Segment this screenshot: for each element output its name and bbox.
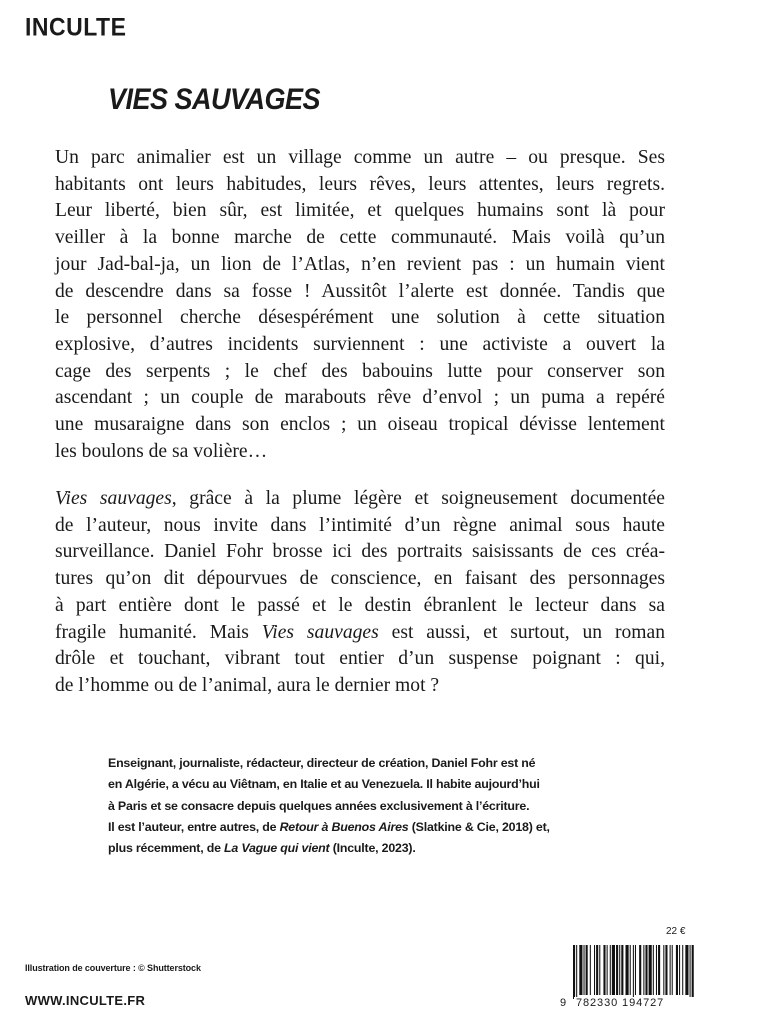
- text-line: de descendre dans sa fosse ! Aussitôt l’alerte est donnée. Tandis que: [55, 280, 665, 302]
- barcode-bar: [594, 945, 595, 995]
- text-segment: , grâce à la plume légère et soigneusement documentée: [171, 488, 665, 509]
- isbn-digits: 782330 194727: [574, 997, 726, 1009]
- barcode-icon: [559, 943, 733, 999]
- barcode-bar: [619, 945, 620, 995]
- website-link[interactable]: WWW.INCULTE.FR: [25, 993, 146, 1008]
- text-line: tures qu’on dit dépourvues de conscience, en faisant des personnages: [55, 568, 665, 590]
- barcode-bar: [607, 945, 608, 995]
- text-line: [55, 486, 665, 513]
- barcode-bar: [692, 945, 694, 999]
- barcode-bar: [685, 945, 688, 995]
- text-line: veiller à la bonne marche de cette communauté. Mais voilà qu’un: [55, 227, 665, 249]
- text-segment: (Slatkine & Cie, 2018) et,: [408, 819, 550, 834]
- bio-line: à Paris et se consacre depuis quelques années exclusivement à l’écriture.: [108, 798, 530, 813]
- barcode-bar: [603, 945, 605, 995]
- bio-line: [108, 838, 568, 859]
- book-title-italic: La Vague qui vient: [224, 841, 330, 856]
- synopsis-paragraph-1: [55, 145, 665, 465]
- book-title-italic: Vies sauvages: [55, 488, 172, 509]
- barcode-bar: [633, 945, 634, 999]
- barcode-bar: [645, 945, 647, 995]
- barcode-bar: [656, 945, 657, 995]
- barcode-bar: [610, 945, 611, 995]
- text-line: de l’homme ou de l’animal, aura le dernier mot ?: [55, 674, 440, 696]
- barcode-bar: [658, 945, 660, 995]
- barcode-bar: [584, 945, 585, 995]
- barcode-bar: [579, 945, 582, 995]
- text-segment: plus récemment, de: [108, 841, 225, 856]
- barcode-bar: [630, 945, 631, 995]
- barcode-bar: [616, 945, 618, 995]
- text-line: [55, 620, 665, 647]
- text-line: à part entière dont le passé et le destin ébranlent le lecteur dans sa: [55, 594, 665, 616]
- text-line: Un parc animalier est un village comme un autre – ou presque. Ses: [55, 147, 665, 168]
- book-title: VIES SAUVAGES: [108, 82, 321, 116]
- text-segment: (Inculte, 2023).: [329, 841, 416, 856]
- barcode-bar: [590, 945, 591, 995]
- barcode-bar: [682, 945, 683, 995]
- barcode-bar: [679, 945, 680, 995]
- barcode-bar: [663, 945, 664, 995]
- barcode-bar: [586, 945, 588, 995]
- text-line: ascendant ; un couple de marabouts rêve d’envol ; un puma a repéré: [55, 387, 665, 409]
- barcode-bar: [621, 945, 623, 995]
- text-line: le personnel cherche désespérément une solution à cette situation: [55, 307, 665, 329]
- barcode-bar: [573, 945, 575, 999]
- bio-line: Enseignant, journaliste, rédacteur, directeur de création, Daniel Fohr est né: [108, 756, 536, 770]
- text-line: Leur liberté, bien sûr, est limitée, et quelques humains sont là pour: [55, 200, 665, 222]
- barcode-bar: [599, 945, 600, 995]
- text-line: les boulons de sa volière…: [55, 440, 268, 462]
- book-title-italic: Retour à Buenos Aires: [279, 819, 409, 834]
- author-bio: [108, 753, 568, 859]
- publisher-logo: INCULTE: [25, 12, 127, 42]
- barcode-bar: [635, 945, 636, 995]
- barcode-bar: [665, 945, 667, 995]
- barcode-bar: [576, 945, 577, 999]
- bio-line: [108, 817, 568, 838]
- text-segment: fragile humanité. Mais: [55, 621, 262, 643]
- price-label: 22 €: [666, 926, 686, 937]
- isbn-first-digit: 9: [560, 997, 567, 1009]
- text-segment: Il est l’auteur, entre autres, de: [108, 819, 280, 834]
- barcode-bar: [626, 945, 629, 995]
- text-line: drôle et touchant, vibrant tout entier d’un suspense poignant : qui,: [55, 648, 665, 670]
- text-line: explosive, d’autres incidents surviennent : une activiste a ouvert la: [55, 333, 665, 355]
- barcode-bar: [676, 945, 678, 995]
- barcode-bar: [670, 945, 671, 995]
- barcode-bar: [690, 945, 691, 999]
- book-title-italic: Vies sauvages: [261, 621, 379, 643]
- text-line: jour Jad-bal-ja, un lion de l’Atlas, n’en revient pas : un humain vient: [55, 253, 665, 275]
- barcode-bar: [612, 945, 615, 995]
- barcode-bar: [643, 945, 644, 995]
- cover-credit: Illustration de couverture : © Shutterstock: [25, 963, 201, 973]
- bio-line: en Algérie, a vécu au Viêtnam, en Italie et au Venezuela. Il habite aujourd’hui: [108, 777, 540, 792]
- text-line: de l’auteur, nous invite dans l’intimité d’un règne animal sous haute: [55, 514, 665, 536]
- text-line: cage des serpents ; le chef des babouins lutte pour conserver son: [55, 360, 665, 382]
- text-segment: est aussi, et surtout, un roman: [378, 621, 666, 643]
- barcode-bar: [672, 945, 673, 995]
- barcode-bar: [596, 945, 598, 995]
- text-line: une musaraigne dans son enclos ; un oiseau tropical dévisse lentement: [55, 414, 665, 436]
- barcode-bar: [639, 945, 641, 995]
- synopsis-paragraph-2: [55, 486, 665, 700]
- text-line: habitants ont leurs habitudes, leurs rêves, leurs attentes, leurs regrets.: [55, 173, 665, 195]
- barcode-bar: [653, 945, 654, 995]
- text-line: surveillance. Daniel Fohr brosse ici des portraits saisissants de ces créa-: [55, 541, 665, 563]
- barcode-bar: [649, 945, 652, 995]
